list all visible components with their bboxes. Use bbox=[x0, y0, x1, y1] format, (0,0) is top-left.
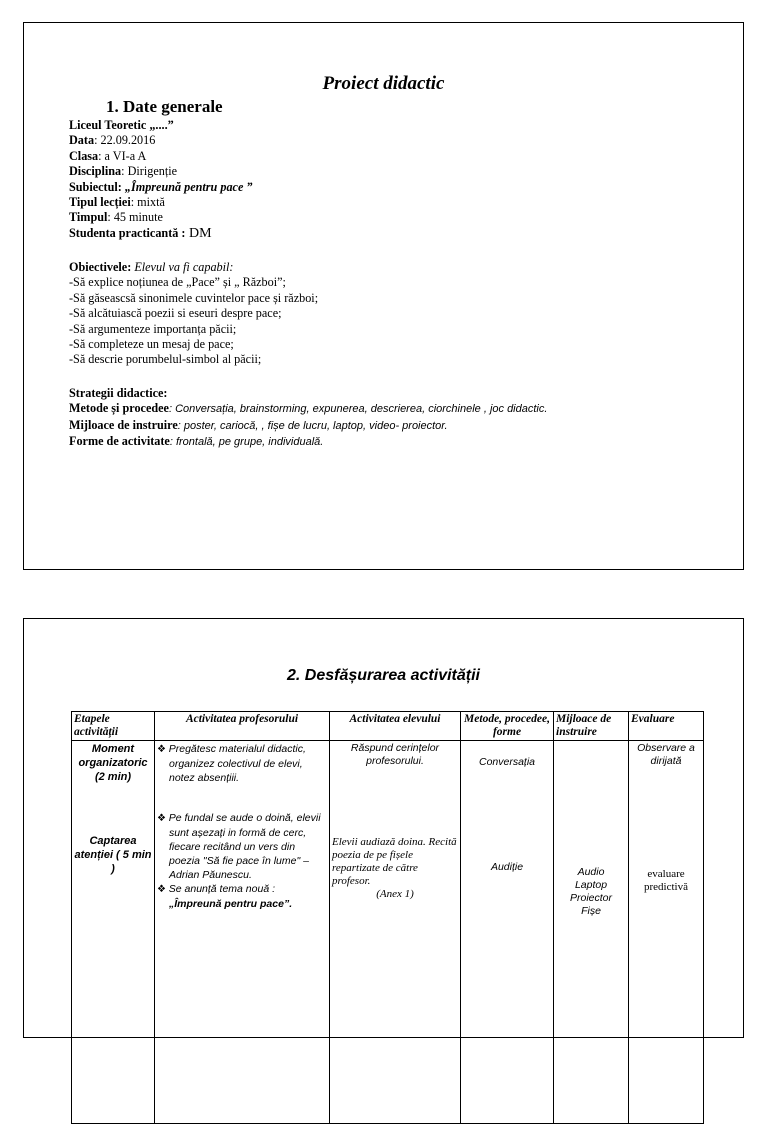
annex-label: (Anex 1) bbox=[376, 888, 414, 900]
student-response: Răspund cerințelor profesorului. bbox=[350, 742, 440, 767]
header-evaluation: Evaluare bbox=[629, 712, 704, 741]
strategies-section bbox=[69, 386, 547, 451]
bullet-diamond-icon: ❖ bbox=[157, 744, 169, 755]
objective-item: -Să alcătuiască poezii si eseuri despre pace; bbox=[69, 306, 282, 321]
method-conversation: Conversația bbox=[478, 756, 536, 768]
header-means: Mijloace de instruire bbox=[554, 712, 629, 741]
teacher-item: ❖ Se anunță tema nouă : „Împreună pentru pace”. bbox=[157, 883, 293, 910]
evaluation-observation: Observare a dirijată bbox=[637, 742, 695, 767]
document-title: Proiect didactic bbox=[322, 73, 445, 94]
strategies-heading: Strategii didactice: bbox=[69, 386, 168, 400]
page-2 bbox=[23, 618, 744, 1038]
field-class: Clasa: a VI-a A bbox=[69, 148, 147, 163]
means-cell bbox=[554, 741, 629, 1124]
objective-item: -Să completeze un mesaj de pace; bbox=[69, 337, 234, 352]
field-school: Liceul Teoretic „....” bbox=[69, 118, 174, 132]
evaluation-predictive: evaluare predictivă bbox=[644, 868, 688, 893]
teacher-item: ❖ Pe fundal se aude o doină, elevii sunt așezați in formă de cerc, fiecare recitând un vers din poezia "Să fie pace în lume" – Adrian Păunescu. bbox=[157, 812, 321, 881]
means-laptop: Laptop bbox=[574, 879, 608, 891]
table-row bbox=[72, 741, 704, 1124]
objective-item: -Să argumenteze importanța păcii; bbox=[69, 321, 237, 336]
field-lesson-type: Tipul lecției: mixtă bbox=[69, 195, 165, 210]
section-title-activity: 2. Desfășurarea activității bbox=[287, 667, 480, 684]
field-discipline: Disciplina: Dirigenție bbox=[69, 164, 177, 179]
field-date: Data: 22.09.2016 bbox=[69, 133, 156, 148]
bullet-diamond-icon: ❖ bbox=[157, 884, 169, 895]
teacher-activity-cell bbox=[155, 741, 330, 1124]
activity-table bbox=[71, 711, 704, 1124]
student-activity-text: Elevii audiază doina. Recită poezia de pe fișele repartizate de către profesor. bbox=[332, 836, 457, 887]
strategy-methods: Metode și procedee: Conversația, brainstorming, expunerea, descrierea, ciorchinele , joc didactic. bbox=[69, 401, 548, 416]
objective-item: -Să descrie porumbelul-simbol al păcii; bbox=[69, 352, 262, 367]
strategy-forms: Forme de activitate: frontală, pe grupe, individuală. bbox=[69, 434, 324, 449]
header-teacher-activity: Activitatea profesorului bbox=[155, 712, 330, 741]
student-activity-cell bbox=[330, 741, 461, 1124]
stage-cell bbox=[72, 741, 155, 1124]
objectives-heading: Obiectivele: Elevul va fi capabil: bbox=[69, 260, 234, 274]
field-subject: Subiectul: „Împreună pentru pace ” bbox=[69, 179, 253, 194]
strategy-means: Mijloace de instruire: poster, cariocă, , fișe de lucru, laptop, video- proiector. bbox=[69, 417, 448, 432]
objective-item: -Să explice noțiunea de „Pace” și „ Război”; bbox=[69, 275, 286, 290]
bullet-diamond-icon: ❖ bbox=[157, 813, 169, 824]
objective-item: -Să găseascsă sinonimele cuvintelor pace și război; bbox=[69, 290, 319, 305]
teacher-item: ❖ Pregătesc materialul didactic, organizez colectivul de elevi, notez absențiii. bbox=[157, 743, 306, 784]
stage-attention: Captarea atenției ( 5 min ) bbox=[74, 835, 152, 875]
stage-organizational: Moment organizatoric (2 min) bbox=[78, 743, 148, 783]
header-student-activity: Activitatea elevului bbox=[330, 712, 461, 741]
evaluation-cell bbox=[629, 741, 704, 1124]
section-heading-general-data: 1. Date generale bbox=[106, 97, 223, 116]
field-time: Timpul: 45 minute bbox=[69, 210, 163, 225]
objectives-section bbox=[69, 260, 318, 368]
page-1 bbox=[23, 22, 744, 570]
header-stages: Etapele activității bbox=[72, 712, 155, 741]
method-audition: Audiție bbox=[490, 861, 524, 873]
header-methods: Metode, procedee, forme bbox=[461, 712, 554, 741]
table-header-row bbox=[72, 712, 704, 741]
general-data-fields bbox=[69, 118, 253, 241]
means-projector: Proiector bbox=[569, 892, 612, 904]
means-audio: Audio bbox=[577, 866, 605, 878]
field-student-teacher: Studenta practicantă : DM bbox=[69, 225, 212, 241]
means-sheets: Fișe bbox=[581, 905, 601, 917]
methods-cell bbox=[461, 741, 554, 1124]
